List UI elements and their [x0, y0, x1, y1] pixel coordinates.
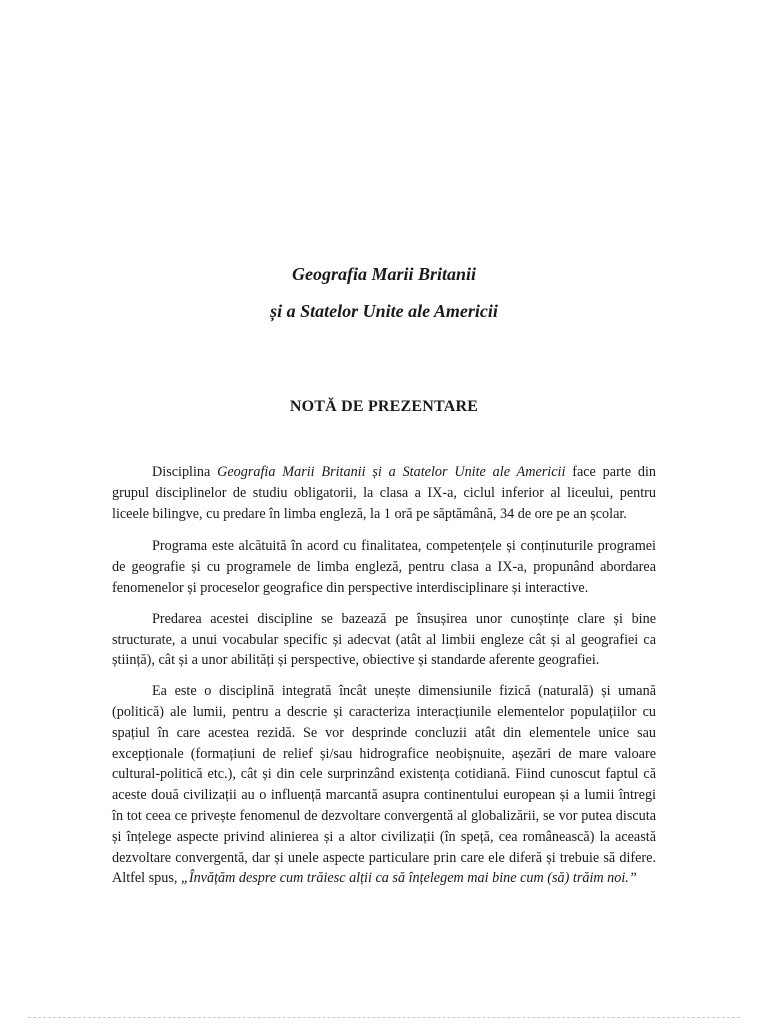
paragraph-4-text: Ea este o disciplină integrată încât unește dimensiunile fizică (naturală) și umană (politică) ale lumii, pentru a descrie și caracteriza interacțiunile elementelor populațiilor cu spațiul în care acestea rezidă. Se vor desprinde concluzii atât din elementele unice sau excepționale (formațiuni de relief și/sau hidrografice neobișnuite, așezări de mare valoare cultural-politică etc.), cât și din cele surprinzând existența cotidiană. Fiind cunoscut faptul că aceste două civilizații au o influență marcantă asupra continentului european și a lumii întregi în tot ceea ce privește fenomenul de dezvoltare convergentă al globalizării, se vor putea discuta și înțelege aspecte privind alinierea și a altor civilizații (în speță, cea românească) la această dezvoltare convergentă, dar și unele aspecte particulare prin care ele diferă și trebuie să difere. Altfel spus,	[112, 683, 656, 887]
document-body	[112, 462, 656, 899]
document-title	[0, 256, 768, 330]
paragraph-1-rest: face parte din grupul disciplinelor de studiu obligatorii, la clasa a IX-a, ciclul inferior al liceului, pentru liceele bilingve, cu predare în limba engleză, la 1 oră pe săptămână, 34 de ore pe an școlar.	[112, 464, 656, 522]
closing-quote: „Învățăm despre cum trăiesc alții ca să înțelegem mai bine cum (să) trăim noi.”	[180, 870, 637, 887]
title-line-1: Geografia Marii Britanii	[291, 264, 477, 284]
scan-edge-divider	[28, 1017, 740, 1019]
paragraph-3: Predarea acestei discipline se bazează pe însușirea unor cunoștințe clare și bine structurate, a unui vocabular specific și adecvat (atât al limbii engleze cât și al geografiei ca știință), cât și a unor abilități și perspective, obiective și standarde aferente geografiei.	[112, 610, 656, 669]
paragraph-1-lead: Disciplina	[152, 464, 218, 480]
section-heading: NOTĂ DE PREZENTARE	[289, 398, 479, 415]
paragraph-1	[112, 462, 656, 524]
paragraph-4	[112, 681, 656, 889]
paragraph-2: Programa este alcătuită în acord cu finalitatea, competențele și conținuturile programei de geografie și cu programele de limba engleză, pentru clasa a IX-a, propunând abordarea fenomenelor și proceselor geografice din perspective interdisciplinare și interactive.	[112, 538, 656, 596]
title-line-2: și a Statelor Unite ale Americii	[270, 301, 498, 321]
course-name: Geografia Marii Britanii și a Statelor Unite ale Americii	[217, 464, 566, 480]
